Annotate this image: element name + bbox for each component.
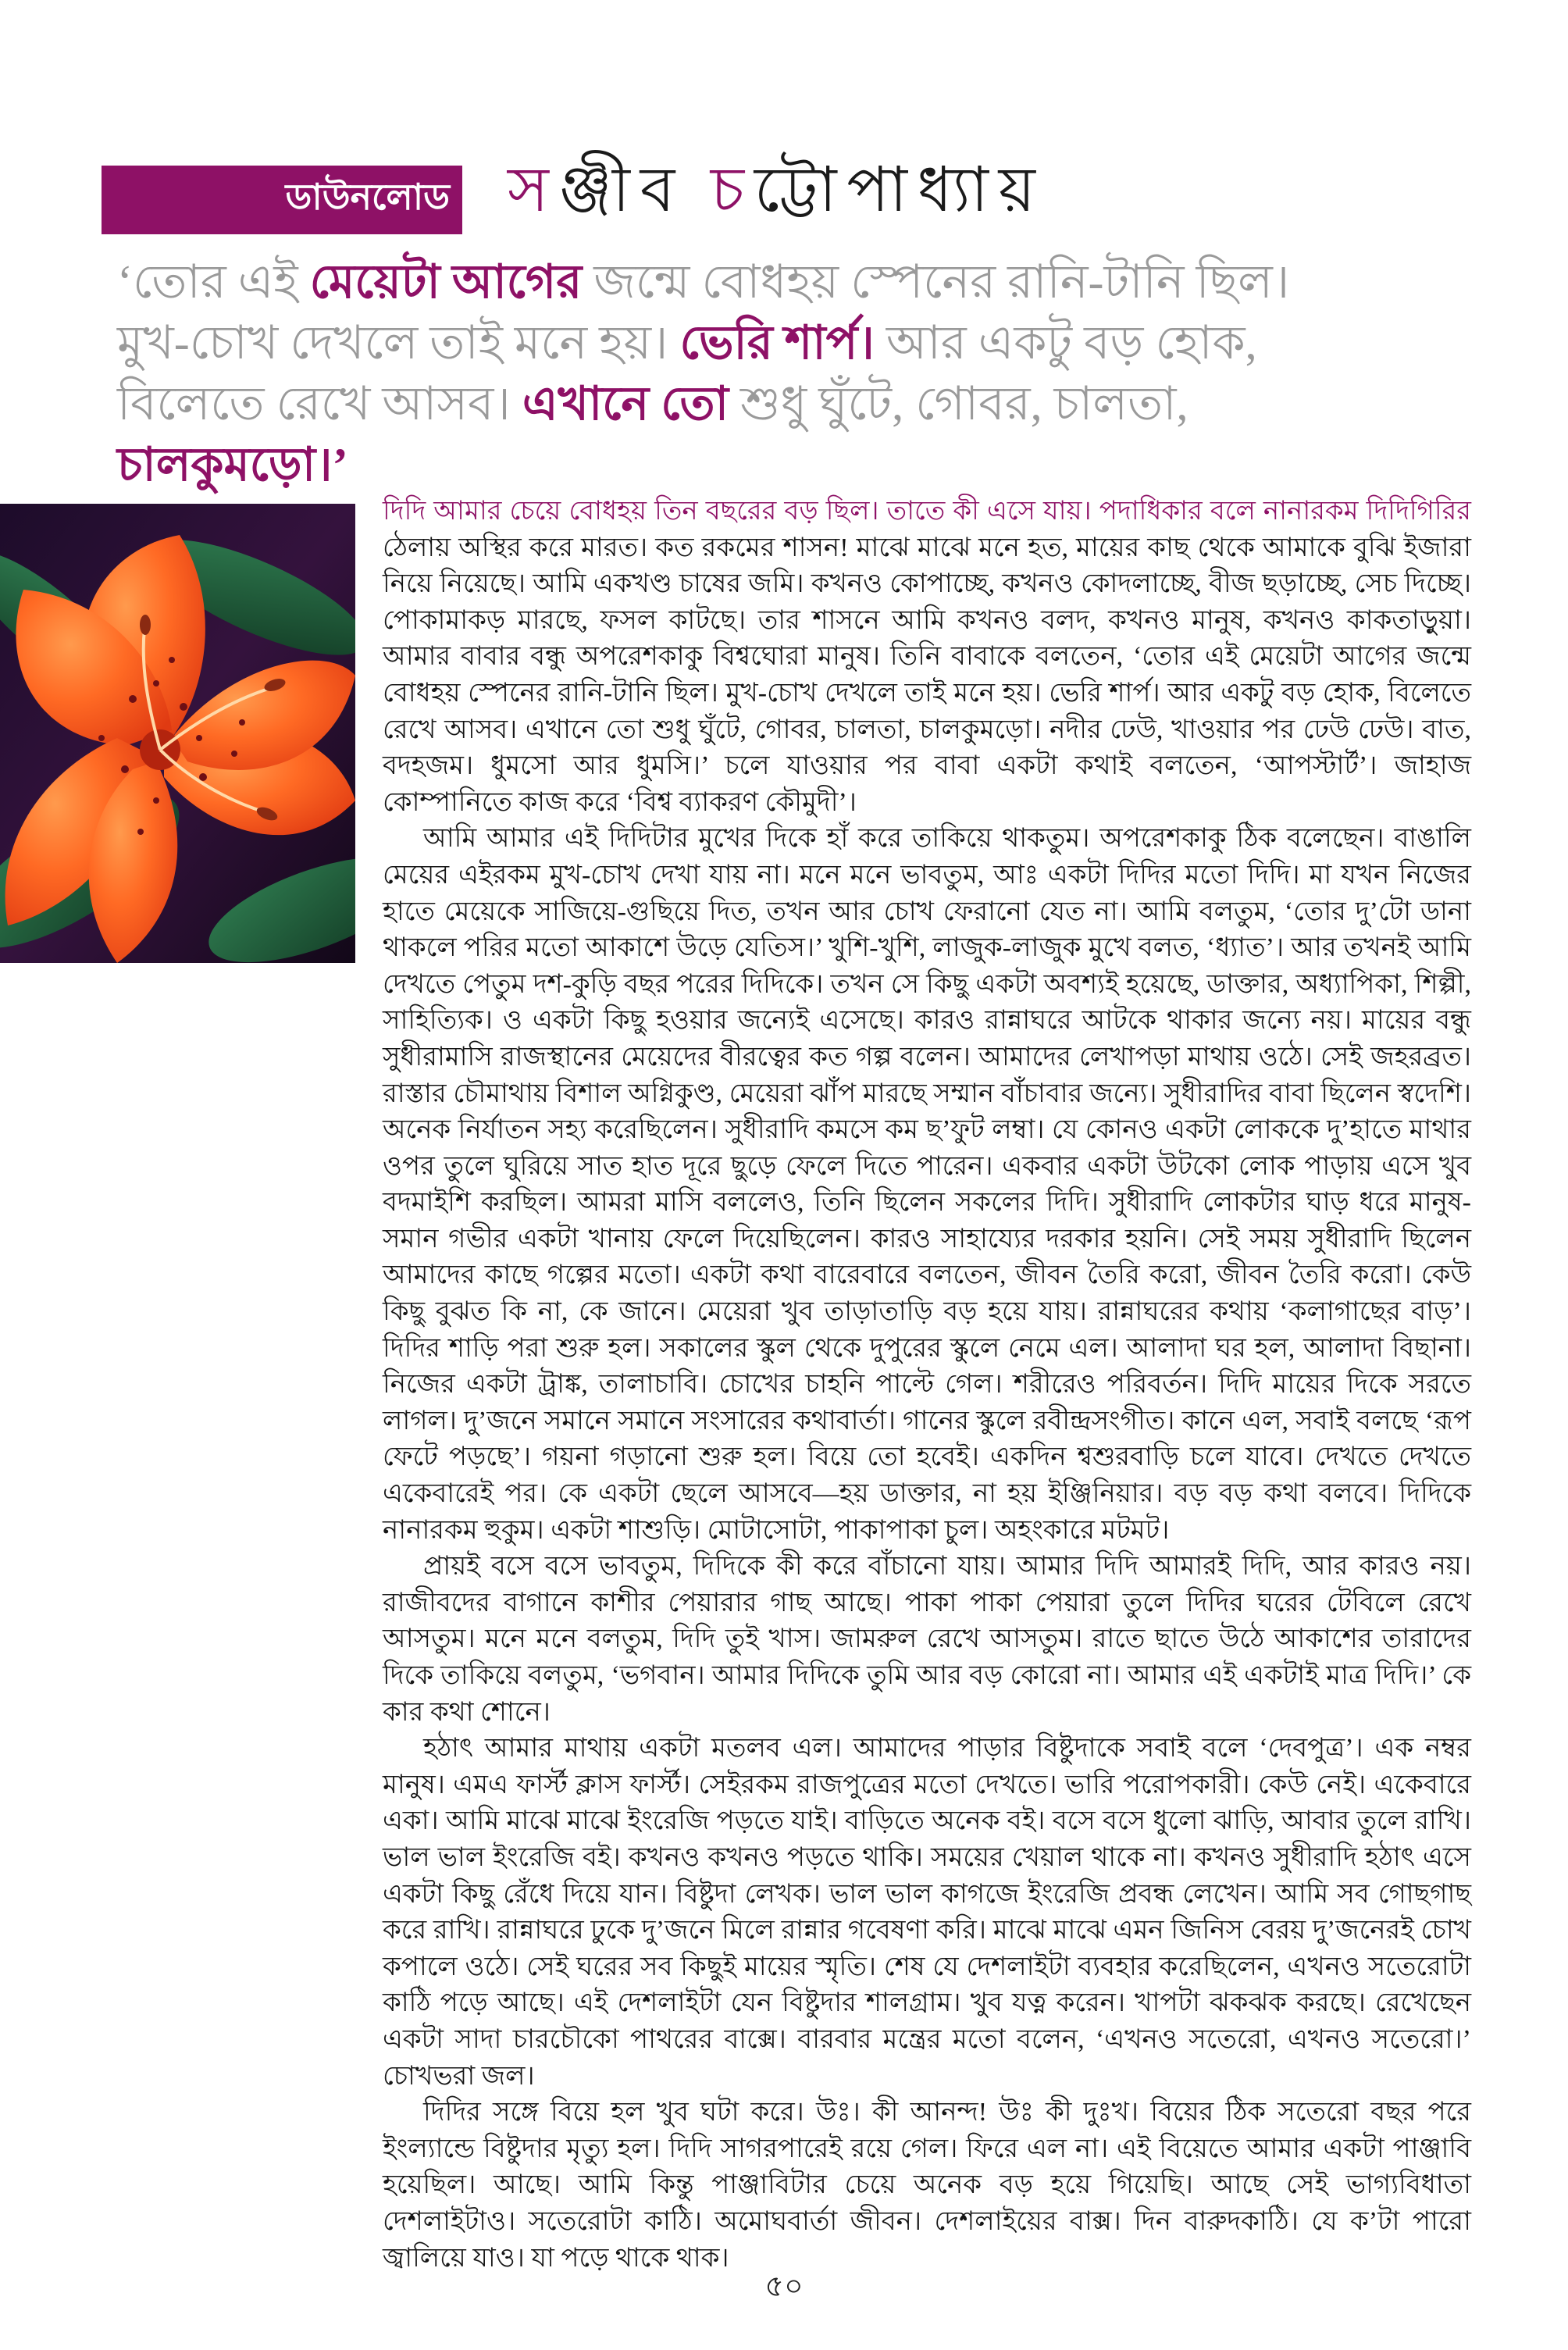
author-segment: ট্টোপাধ্যায় (754, 156, 1046, 225)
download-banner-label: ডাউনলোড (285, 177, 450, 217)
pull-quote-line (117, 312, 1476, 373)
quote-text: বিলেতে রেখে আসব। (117, 378, 522, 430)
pull-quote-line (117, 251, 1476, 312)
body-paragraph: হঠাৎ আমার মাথায় একটা মতলব এল। আমাদের পাড়ার বিষ্টুদাকে সবাই বলে ‘দেবপুত্র’। এক নম্বর মানুষ। এমএ ফার্স্ট ক্লাস ফার্স্ট। সেইরকম রাজপুত্রের মতো দেখতে। ভারি পরোপকারী। কেউ নেই। একেবারে একা। আমি মাঝে মাঝে ইংরেজি পড়তে যাই। বাড়িতে অনেক বই। বসে বসে ধুলো ঝাড়ি, আবার তুলে রাখি। ভাল ভাল ইংরেজি বই। কখনও কখনও পড়তে থাকি। সময়ের খেয়াল থাকে না। কখনও সুধীরাদি হঠাৎ এসে একটা কিছু রেঁধে দিয়ে যান। বিষ্টুদা লেখক। ভাল ভাল কাগজে ইংরেজি প্রবন্ধ লেখেন। আমি সব গোছগাছ করে রাখি। রান্নাঘরে ঢুকে দু’জনে মিলে রান্নার গবেষণা করি। মাঝে মাঝে এমন জিনিস বেরয় দু’জনেরই চোখ কপালে ওঠে। সেই ঘরের সব কিছুই মায়ের স্মৃতি। শেষ যে দেশলাইটা ব্যবহার করেছিলেন, এখনও সতেরোটা কাঠি পড়ে আছে। এই দেশলাইটা যেন বিষ্টুদার শালগ্রাম। খুব যত্ন করেন। খাপটা ঝকঝক করছে। রেখেছেন একটা সাদা চারচৌকো পাথরের বাক্সে। বারবার মন্ত্রের মতো বলেন, ‘এখনও সতেরো, এখনও সতেরো।’ চোখভরা জল। (383, 1734, 1471, 2091)
quote-highlight: চালকুমড়ো।’ (117, 439, 348, 490)
quote-text: জন্মে বোধহয় স্পেনের রানি-টানি ছিল। (582, 256, 1290, 308)
pull-quote-line (117, 373, 1476, 434)
body-paragraph: আমি আমার এই দিদিটার মুখের দিকে হাঁ করে তাকিয়ে থাকতুম। অপরেশকাকু ঠিক বলেছেন। বাঙালি মেয়ের এইরকম মুখ-চোখ দেখা যায় না। মনে মনে ভাবতুম, আঃ একটা দিদির মতো দিদি। মা যখন নিজের হাতে মেয়েকে সাজিয়ে-গুছিয়ে দিত, তখন আর চোখ ফেরানো যেত না। আমি বলতুম, ‘তোর দু’টো ডানা থাকলে পরির মতো আকাশে উড়ে যেতিস।’ খুশি-খুশি, লাজুক-লাজুক মুখে বলত, ‘ধ্যাত’। আর তখনই আমি দেখতে পেতুম দশ-কুড়ি বছর পরের দিদিকে। তখন সে কিছু একটা অবশ্যই হয়েছে, ডাক্তার, অধ্যাপিকা, শিল্পী, সাহিত্যিক। ও একটা কিছু হওয়ার জন্যেই এসেছে। কারও রান্নাঘরে আটকে থাকার জন্যে নয়। মায়ের বন্ধু সুধীরামাসি রাজস্থানের মেয়েদের বীরত্বের কত গল্প বলেন। আমাদের লেখাপড়া মাথায় ওঠে। সেই জহরব্রত। রাস্তার চৌমাথায় বিশাল অগ্নিকুণ্ড, মেয়েরা ঝাঁপ মারছে সম্মান বাঁচাবার জন্যে। সুধীরাদির বাবা ছিলেন স্বদেশি। অনেক নির্যাতন সহ্য করেছিলেন। সুধীরাদি কমসে কম ছ’ফুট লম্বা। যে কোনও একটা লোককে দু’হাতে মাথার ওপর তুলে ঘুরিয়ে সাত হাত দূরে ছুড়ে ফেলে দিতে পারেন। একবার একটা উটকো লোক পাড়ায় এসে খুব বদমাইশি করছিল। আমরা মাসি বললেও, তিনি ছিলেন সকলের দিদি। সুধীরাদি লোকটার ঘাড় ধরে মানুষ-সমান গভীর একটা খানায় ফেলে দিয়েছিলেন। কারও সাহায্যের দরকার হয়নি। সেই সময় সুধীরাদি ছিলেন আমাদের কাছে গল্পের মতো। একটা কথা বারেবারে বলতেন, জীবন তৈরি করো, জীবন তৈরি করো। কেউ কিছু বুঝত কি না, কে জানে। মেয়েরা খুব তাড়াতাড়ি বড় হয়ে যায়। রান্নাঘরের কথায় ‘কলাগাছের বাড়’। দিদির শাড়ি পরা শুরু হল। সকালের স্কুল থেকে দুপুরের স্কুলে নেমে এল। আলাদা ঘর হল, আলাদা বিছানা। নিজের একটা ট্রাঙ্ক, তালাচাবি। চোখের চাহনি পাল্টে গেল। শরীরেও পরিবর্তন। দিদি মায়ের দিকে সরতে লাগল। দু’জনে সমানে সমানে সংসারের কথাবার্তা। গানের স্কুলে রবীন্দ্রসংগীত। কানে এল, সবাই বলছে ‘রূপ ফেটে পড়ছে’। গয়না গড়ানো শুরু হল। বিয়ে তো হবেই। একদিন শ্বশুরবাড়ি চলে যাবে। দেখতে দেখতে একেবারেই পর। কে একটা ছেলে আসবে—হয় ডাক্তার, না হয় ইঞ্জিনিয়ার। বড় বড় কথা বলবে। দিদিকে নানারকম হুকুম। একটা শাশুড়ি। মোটাসোটা, পাকাপাকা চুল। অহংকারে মটমট। (383, 824, 1471, 1545)
lily-flower-photo (0, 504, 355, 963)
author-segment: ঞ্জীব (558, 156, 711, 225)
author-segment: চ (710, 156, 754, 225)
body-paragraph: দিদি আমার চেয়ে বোধহয় তিন বছরের বড় ছিল। তাতে কী এসে যায়। পদাধিকার বলে নানারকম দিদিগিরির ঠেলায় অস্থির করে মারত। কত রকমের শাসন! মাঝে মাঝে মনে হত, মায়ের কাছ থেকে আমাকে বুঝি ইজারা নিয়ে নিয়েছে। আমি একখণ্ড চাষের জমি। কখনও কোপাচ্ছে, কখনও কোদলাচ্ছে, বীজ ছড়াচ্ছে, সেচ দিচ্ছে। পোকামাকড় মারছে, ফসল কাটছে। তার শাসনে আমি কখনও বলদ, কখনও মানুষ, কখনও কাকতাড়ুয়া। আমার বাবার বন্ধু অপরেশকাকু বিশ্বঘোরা মানুষ। তিনি বাবাকে বলতেন, ‘তোর এই মেয়েটা আগের জন্মে বোধহয় স্পেনের রানি-টানি ছিল। মুখ-চোখ দেখলে তাই মনে হয়। ভেরি শার্প। আর একটু বড় হোক, বিলেতে রেখে আসব। এখানে তো শুধু ঘুঁটে, গোবর, চালতা, চালকুমড়ো। নদীর ঢেউ, খাওয়ার পর ঢেউ ঢেউ। বাত, বদহজম। ধুমসো আর ধুমসি।’ চলে যাওয়ার পর বাবা একটা কথাই বলতেন, ‘আপস্টার্ট’। জাহাজ কোম্পানিতে কাজ করে ‘বিশ্ব ব্যাকরণ কৌমুদী’। (383, 497, 1471, 817)
article-body (383, 494, 1471, 2277)
body-paragraph: প্রায়ই বসে বসে ভাবতুম, দিদিকে কী করে বাঁচানো যায়। আমার দিদি আমারই দিদি, আর কারও নয়। রাজীবদের বাগানে কাশীর পেয়ারার গাছ আছে। পাকা পাকা পেয়ারা তুলে দিদির ঘরের টেবিলে রেখে আসতুম। মনে মনে বলতুম, দিদি তুই খাস। জামরুল রেখে আসতুম। রাতে ছাতে উঠে আকাশের তারাদের দিকে তাকিয়ে বলতুম, ‘ভগবান। আমার দিদিকে তুমি আর বড় কোরো না। আমার এই একটাই মাত্র দিদি।’ কে কার কথা শোনে। (383, 1552, 1471, 1727)
quote-highlight: মেয়েটা আগের (309, 256, 583, 308)
quote-text: শুধু ঘুঁটে, গোবর, চালতা, (728, 378, 1188, 430)
quote-text: আর একটু বড় হোক, (874, 317, 1257, 369)
pull-quote (117, 251, 1476, 495)
quote-highlight: এখানে তো (522, 378, 729, 430)
download-banner (102, 166, 462, 234)
quote-text: মুখ-চোখ দেখলে তাই মনে হয়। (117, 317, 680, 369)
author-segment: স (508, 156, 559, 225)
page-number: ৫০ (764, 2270, 804, 2303)
pull-quote-line (117, 434, 1476, 495)
author-name (508, 147, 1046, 234)
quote-highlight: ভেরি শার্প। (679, 317, 875, 369)
quote-text: ‘তোর এই (117, 256, 310, 308)
body-paragraph: দিদির সঙ্গে বিয়ে হল খুব ঘটা করে। উঃ। কী আনন্দ! উঃ কী দুঃখ। বিয়ের ঠিক সতেরো বছর পরে ইংল্যান্ডে বিষ্টুদার মৃত্যু হল। দিদি সাগরপারেই রয়ে গেল। ফিরে এল না। এই বিয়েতে আমার একটা পাঞ্জাবি হয়েছিল। আছে। আমি কিন্তু পাঞ্জাবিটার চেয়ে অনেক বড় হয়ে গিয়েছি। আছে সেই ভাগ্যবিধাতা দেশলাইটাও। সতেরোটা কাঠি। অমোঘবার্তা জীবন। দেশলাইয়ের বাক্স। দিন বারুদকাঠি। যে ক’টা পারো জ্বালিয়ে যাও। যা পড়ে থাকে থাক। (383, 2098, 1471, 2273)
